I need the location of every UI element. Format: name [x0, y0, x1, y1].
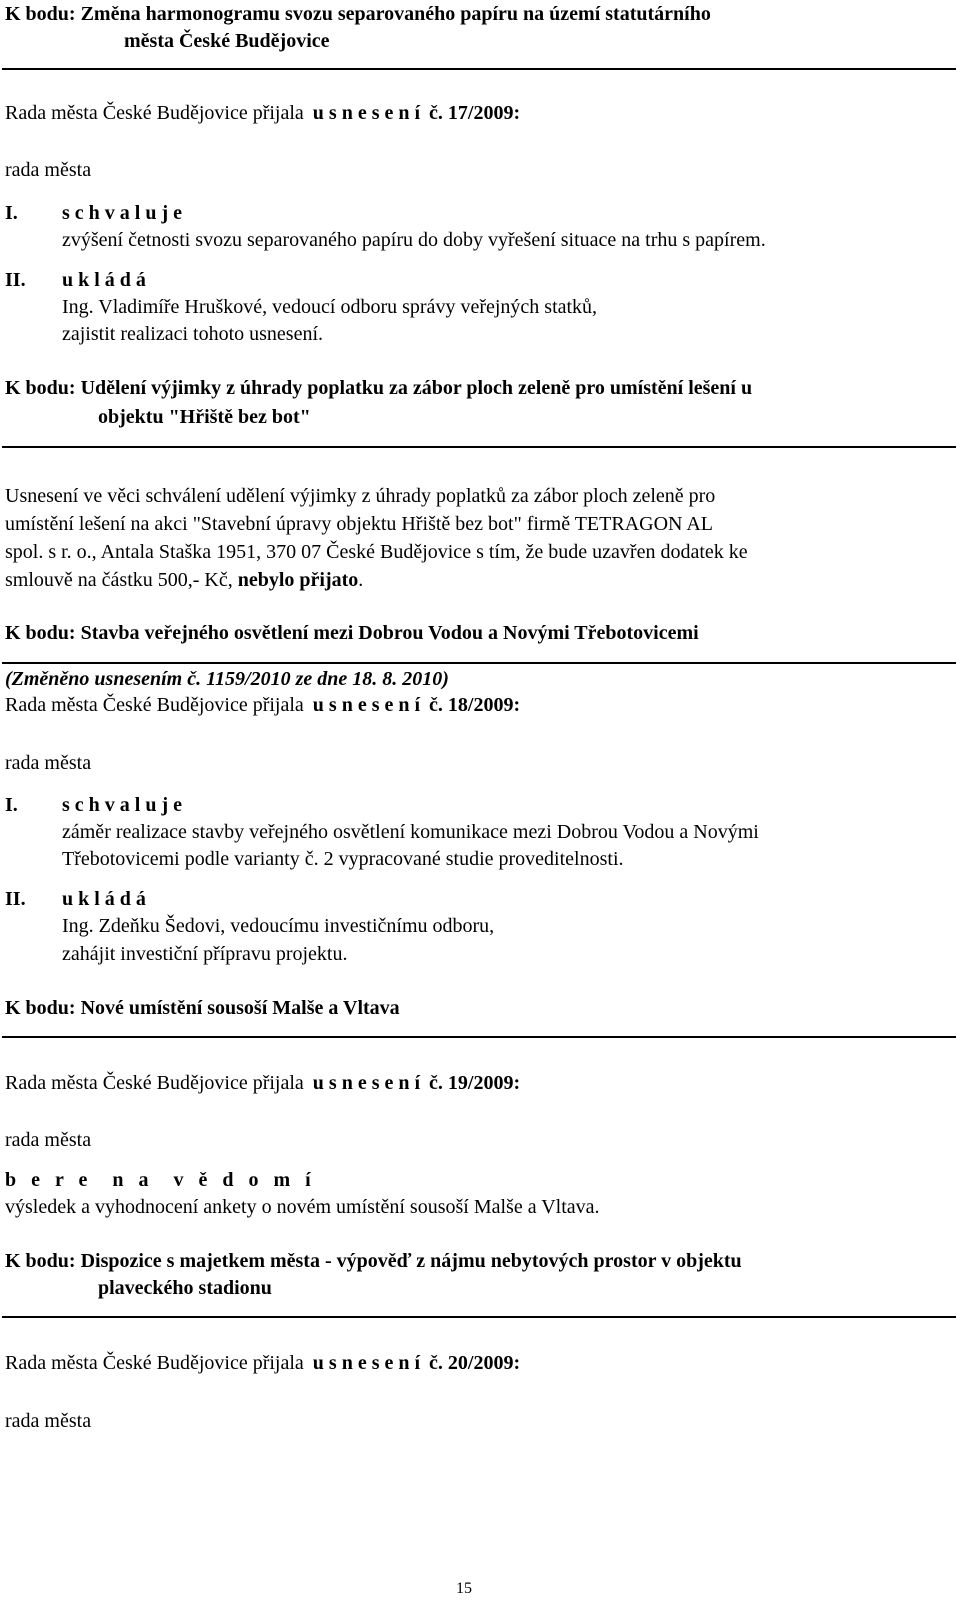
section3-heading: K bodu: Stavba veřejného osvětlení mezi Dobrou Vodou a Novými Třebotovicemi — [5, 622, 699, 644]
resolution-line-18 — [5, 693, 520, 717]
council-label: rada města — [5, 1410, 92, 1432]
resolution-number: č. 20/2009: — [429, 1352, 521, 1374]
item-text: Ing. Zdeňku Šedovi, vedoucímu investičnímu odboru, — [62, 915, 495, 937]
resolution-number: č. 19/2009: — [429, 1072, 521, 1094]
section2-heading: K bodu: Udělení výjimky z úhrady poplatku za zábor ploch zeleně pro umístění lešení u — [5, 377, 753, 399]
item-text: zajistit realizaci tohoto usnesení. — [62, 323, 324, 345]
item-text: výsledek a vyhodnocení ankety o novém umístění sousoší Malše a Vltava. — [5, 1196, 600, 1218]
divider — [2, 446, 956, 448]
council-label: rada města — [5, 159, 92, 181]
section5-heading-cont: plaveckého stadionu — [98, 1277, 272, 1299]
resolution-word: u s n e s e n í — [312, 694, 421, 716]
item-verb: s c h v a l u j e — [62, 202, 182, 224]
section1-heading-cont: města České Budějovice — [124, 30, 330, 52]
divider — [2, 1036, 956, 1038]
item-text: zahájit investiční přípravu projektu. — [62, 943, 348, 965]
resolution-prefix: Rada města České Budějovice přijala — [5, 694, 304, 716]
resolution-line-19 — [5, 1071, 520, 1095]
item-text: záměr realizace stavby veřejného osvětlení komunikace mezi Dobrou Vodou a Novými — [62, 821, 759, 843]
paragraph-line: umístění lešení na akci "Stavební úpravy objektu Hřiště bez bot" firmě TETRAGON AL — [5, 513, 714, 535]
item-number: I. — [5, 202, 18, 224]
item-verb: b e r e n a v ě d o m í — [5, 1169, 316, 1191]
resolution-prefix: Rada města České Budějovice přijala — [5, 1352, 304, 1374]
period: . — [358, 569, 364, 591]
divider — [2, 662, 956, 664]
item-number: II. — [5, 888, 26, 910]
section4-heading: K bodu: Nové umístění sousoší Malše a Vltava — [5, 997, 400, 1019]
council-label: rada města — [5, 752, 92, 774]
resolution-word: u s n e s e n í — [312, 102, 421, 124]
divider — [2, 1316, 956, 1318]
section2-heading-cont: objektu "Hřiště bez bot" — [98, 406, 311, 428]
item-verb: u k l á d á — [62, 269, 146, 291]
resolution-line-20 — [5, 1351, 520, 1375]
amended-note: (Změněno usnesením č. 1159/2010 ze dne 18. 8. 2010) — [5, 668, 449, 690]
item-number: II. — [5, 269, 26, 291]
council-label: rada města — [5, 1129, 92, 1151]
item-text: zvýšení četnosti svozu separovaného papíru do doby vyřešení situace na trhu s papírem. — [62, 229, 766, 251]
resolution-word: u s n e s e n í — [312, 1352, 421, 1374]
divider — [2, 68, 956, 70]
item-number: I. — [5, 794, 18, 816]
paragraph-line: spol. s r. o., Antala Staška 1951, 370 07 České Budějovice s tím, že bude uzavřen dodatek ke — [5, 541, 748, 563]
paragraph-line: Usnesení ve věci schválení udělení výjimky z úhrady poplatků za zábor ploch zeleně pro — [5, 485, 716, 507]
resolution-number: č. 18/2009: — [429, 694, 521, 716]
paragraph-text: smlouvě na částku 500,- Kč, — [5, 569, 233, 591]
item-verb: s c h v a l u j e — [62, 794, 182, 816]
resolution-word: u s n e s e n í — [312, 1072, 421, 1094]
page-number: 15 — [456, 1580, 472, 1597]
resolution-line-17 — [5, 101, 520, 125]
item-verb: u k l á d á — [62, 888, 146, 910]
item-text: Třebotovicemi podle varianty č. 2 vypracované studie proveditelnosti. — [62, 848, 624, 870]
item-text: Ing. Vladimíře Hruškové, vedoucí odboru správy veřejných statků, — [62, 296, 598, 318]
resolution-prefix: Rada města České Budějovice přijala — [5, 102, 304, 124]
resolution-prefix: Rada města České Budějovice přijala — [5, 1072, 304, 1094]
section5-heading: K bodu: Dispozice s majetkem města - výpověď z nájmu nebytových prostor v objektu — [5, 1250, 742, 1272]
resolution-number: č. 17/2009: — [429, 102, 521, 124]
paragraph-line — [5, 568, 363, 592]
section1-heading: K bodu: Změna harmonogramu svozu separovaného papíru na území statutárního — [5, 3, 711, 25]
result-not-adopted: nebylo přijato — [237, 569, 359, 591]
